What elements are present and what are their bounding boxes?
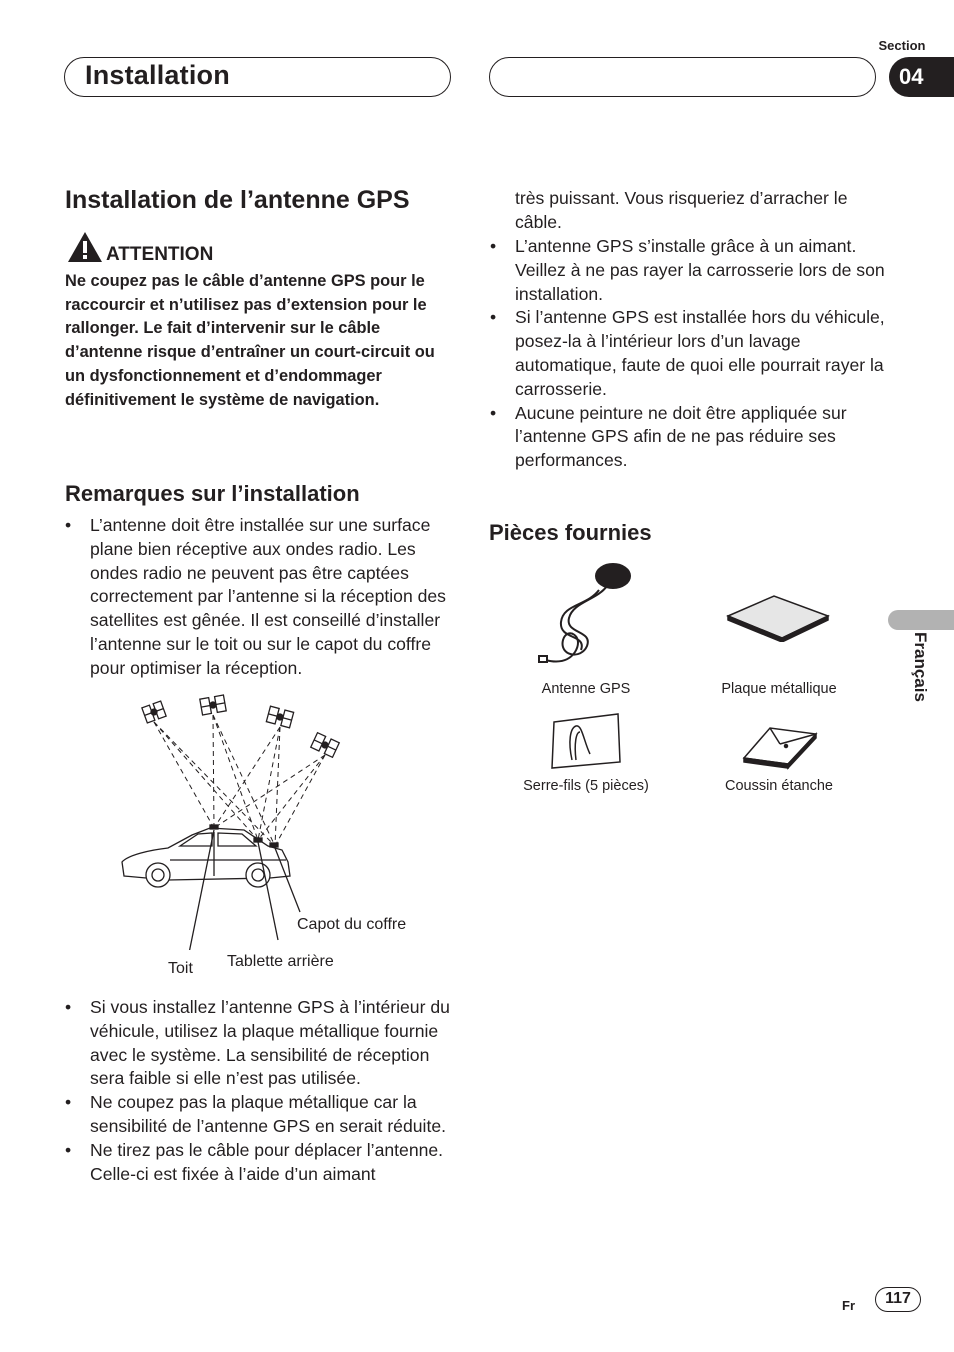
part-caption-metal-plate: Plaque métallique <box>721 681 837 697</box>
satellite-icon <box>142 701 166 723</box>
parts-heading: Pièces fournies <box>489 520 652 545</box>
cable-ties-icon <box>546 712 626 772</box>
satellite-icon <box>200 695 226 715</box>
footer-language-code: Fr <box>842 1298 855 1313</box>
list-item: • L’antenne doit être installée sur une surface plane bien réceptive aux ondes radio. Les ondes radio ne peuvent pas être captées correctement par l’antenne si la réception des satellites est gênée. Il est conseillé d’installer l’antenne sur le toit ou sur le capot du coffre pour optimiser la réception. <box>65 514 453 681</box>
metal-plate-icon <box>722 592 834 642</box>
car-satellite-illustration <box>110 690 440 950</box>
list-item: • L’antenne GPS s’installe grâce à un aimant. Veillez à ne pas rayer la carrosserie lors de son installation. <box>490 235 890 306</box>
satellite-icon <box>311 733 340 758</box>
remarks-list-bottom <box>65 996 453 1186</box>
gps-antenna-icon <box>535 560 640 675</box>
language-tab-label: Français <box>911 632 930 702</box>
label-roof: Toit <box>168 960 193 977</box>
section-label: Section <box>878 38 926 53</box>
attention-text-body: Ne coupez pas le câble d’antenne GPS pour le raccourcir et n’utilisez pas d’extension pour le rallonger. Le fait d’intervenir sur le câble d’antenne risque d’entraîner un court-circuit ou un dysfonctionnement et d’endommager définitivement le système de navigation. <box>65 272 435 409</box>
section-title: Installation de l’antenne GPS <box>65 186 410 214</box>
list-item: • Si l’antenne GPS est installée hors du véhicule, posez-la à l’intérieur lors d’un lavage automatique, faute de quoi elle pourrait rayer la carrosserie. <box>490 306 890 401</box>
list-item: • Si vous installez l’antenne GPS à l’intérieur du véhicule, utilisez la plaque métallique fournie avec le système. La sensibilité de réception sera faible si elle n’est pas utilisée. <box>65 996 453 1091</box>
remarks-list-top <box>65 514 453 681</box>
list-item: • Ne coupez pas la plaque métallique car la sensibilité de l’antenne GPS en serait réduite. <box>65 1091 453 1139</box>
header-blank-frame <box>489 57 876 97</box>
satellite-icon <box>266 706 293 728</box>
part-caption-waterproof-pad: Coussin étanche <box>724 778 833 794</box>
part-caption-cable-ties: Serre-fils (5 pièces) <box>523 778 649 794</box>
section-number-badge: 04 <box>889 57 954 97</box>
remarks-heading: Remarques sur l’installation <box>65 481 360 506</box>
label-trunk: Capot du coffre <box>297 916 407 933</box>
waterproof-pad-icon <box>740 718 820 770</box>
part-caption-gps-antenna: Antenne GPS <box>541 681 631 697</box>
attention-text <box>65 270 450 412</box>
list-item: • Ne tirez pas le câble pour déplacer l’antenne. Celle-ci est fixée à l’aide d’un aimant <box>65 1139 453 1187</box>
label-rear-shelf: Tablette arrière <box>227 953 334 970</box>
language-tab-marker <box>888 610 954 630</box>
page-header-title: Installation <box>85 60 230 90</box>
list-item-continuation: très puissant. Vous risqueriez d’arracher le câble. <box>515 188 848 232</box>
warning-icon <box>66 230 104 264</box>
page-number: 117 <box>875 1287 921 1312</box>
list-item: • Aucune peinture ne doit être appliquée sur l’antenne GPS afin de ne pas réduire ses performances. <box>490 402 890 473</box>
attention-label: ATTENTION <box>106 244 214 265</box>
remarks-list-right <box>490 235 890 473</box>
